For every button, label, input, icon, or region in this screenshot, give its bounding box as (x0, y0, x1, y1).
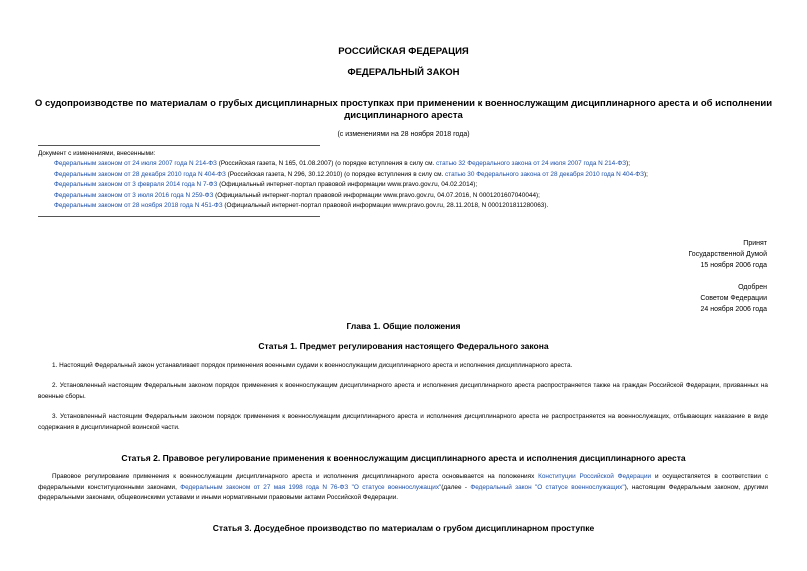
change-item-text: (Официальный интернет-портал правовой информации www.pravo.gov.ru, 28.11.2018, N 0001201811280063). (222, 202, 549, 210)
article-2-heading: Статья 2. Правовое регулирование применения к военнослужащим дисциплинарного ареста и исполнения дисциплинарного ареста (121, 453, 686, 463)
adopted-body: Государственной Думой (688, 251, 767, 259)
article-3-heading: Статья 3. Досудебное производство по материалам о грубом дисциплинарном проступке (212, 523, 595, 533)
change-article-link[interactable]: статью 32 Федерального закона от 24 июля 2007 года N 214-ФЗ (436, 160, 627, 168)
change-law-link[interactable]: Федеральным законом от 28 ноября 2018 года N 451-ФЗ (54, 202, 223, 210)
change-item-text: (Российская газета, N 296, 30.12.2010) (о порядке вступления в силу см. (225, 170, 446, 178)
change-law-link[interactable]: Федеральным законом от 3 февраля 2014 года N 7-ФЗ (54, 181, 218, 189)
changes-intro: Документ с изменениями, внесенными: (38, 150, 156, 157)
change-law-link[interactable]: Федеральным законом от 24 июля 2007 года N 214-ФЗ (54, 160, 217, 168)
constitution-link[interactable]: Конституции Российской Федерации (538, 473, 652, 480)
change-item (38, 180, 778, 190)
change-item-tail: ); (644, 170, 648, 178)
approved-date: 24 ноября 2006 года (700, 306, 767, 314)
change-item (38, 170, 778, 180)
status-law-short-link[interactable]: Федеральный закон "О статусе военнослужащих" (470, 483, 625, 491)
article-1-paragraph-2: 2. Установленный настоящим Федеральным законом порядок применения к военнослужащим дисциплинарного ареста и исполнения дисциплинарного ареста распространяется также на граждан Российской Федерации, призванных на военные сборы. (38, 382, 768, 400)
article-2-text: ), настоящим Федеральным законом, другими федеральными законами, общевоинскими уставами и иными нормативными правовыми актами Российской Федерации. (38, 483, 768, 501)
document-title: О судопроизводстве по материалам о грубых дисциплинарных проступках при применении к военнослужащим дисциплинарного ареста и об исполнении дисциплинарного ареста (34, 98, 773, 121)
article-1-paragraph-3: 3. Установленный настоящим Федеральным законом порядок применения к военнослужащим дисциплинарного ареста и исполнения дисциплинарного ареста не распространяется на военнослужащих, отбывающих наказание в виде содержания в дисциплинарной воинской части. (38, 413, 768, 431)
article-2-text: Правовое регулирование применения к военнослужащим дисциплинарного ареста и исполнения дисциплинарного ареста основывается на положениях (52, 473, 539, 480)
edition-note: (с изменениями на 28 ноября 2018 года) (337, 131, 470, 138)
article-1-paragraph-1: 1. Настоящий Федеральный закон устанавливает порядок применения военными судами к военнослужащим дисциплинарного ареста и исполнения дисциплинарного ареста. (52, 362, 573, 369)
change-item-text: (Российская газета, N 165, 01.08.2007) (о порядке вступления в силу см. (216, 160, 437, 168)
change-item-tail: ); (626, 160, 630, 168)
article-2-paragraph (38, 472, 768, 504)
change-item-text: (Официальный интернет-портал правовой информации www.pravo.gov.ru, 04.07.2016, N 0001201607040044); (213, 191, 540, 199)
bottom-divider (38, 216, 320, 217)
adopted-block (688, 238, 767, 272)
article-2-text: и осуществляется в соответствии с федеральными конституционными законами, (38, 473, 768, 491)
law-type-heading: ФЕДЕРАЛЬНЫЙ ЗАКОН (347, 67, 460, 78)
approved-block (700, 282, 767, 316)
top-divider (38, 145, 320, 146)
change-article-link[interactable]: статью 30 Федерального закона от 28 декабря 2010 года N 404-ФЗ (445, 170, 644, 178)
approved-body: Советом Федерации (700, 295, 767, 303)
country-heading: РОССИЙСКАЯ ФЕДЕРАЦИЯ (338, 46, 469, 57)
change-law-link[interactable]: Федеральным законом от 28 декабря 2010 года N 404-ФЗ (54, 170, 226, 178)
chapter-heading: Глава 1. Общие положения (346, 321, 461, 331)
changes-block (38, 149, 778, 211)
article-1-heading: Статья 1. Предмет регулирования настоящего Федерального закона (258, 341, 549, 351)
adopted-date: 15 ноября 2006 года (700, 262, 767, 270)
change-law-link[interactable]: Федеральным законом от 3 июля 2016 года N 259-ФЗ (54, 191, 214, 199)
change-item-text: (Официальный интернет-портал правовой информации www.pravo.gov.ru, 04.02.2014); (217, 181, 478, 189)
approved-line: Одобрен (738, 284, 767, 291)
change-item (38, 159, 778, 169)
change-item (38, 191, 778, 201)
status-law-link[interactable]: Федеральным законом от 27 мая 1998 года N 76-ФЗ "О статусе военнослужащих" (180, 483, 442, 491)
adopted-line: Принят (743, 240, 767, 247)
change-item (38, 201, 778, 211)
article-2-text: (далее - (441, 483, 471, 491)
